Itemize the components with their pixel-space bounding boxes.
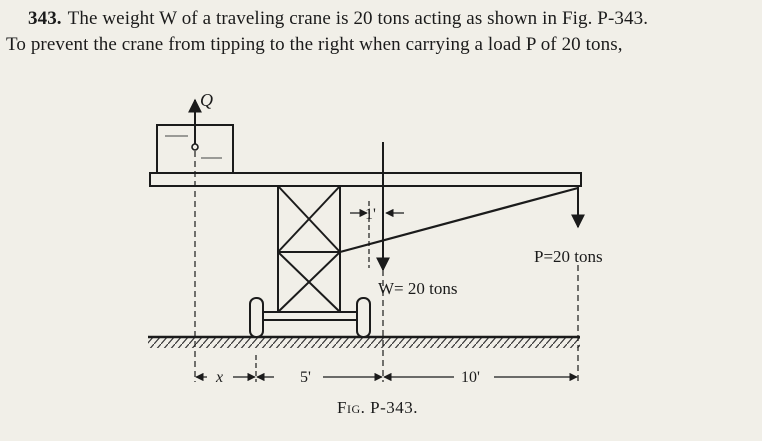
ground — [148, 337, 580, 348]
problem-number: 343. — [28, 8, 62, 29]
force-p — [534, 186, 603, 382]
figure-caption — [337, 398, 418, 418]
label-q: Q — [200, 90, 213, 110]
crane-tower — [278, 186, 340, 312]
caption-prefix: Fig. — [337, 398, 366, 417]
caption-number: P-343. — [370, 398, 418, 417]
crane-boom — [150, 173, 581, 186]
label-w: W= 20 tons — [378, 279, 458, 298]
label-p: P=20 tons — [534, 247, 603, 266]
label-one-foot: 1' — [365, 206, 376, 223]
dimension-bottom — [196, 355, 577, 382]
label-x: x — [216, 369, 224, 386]
problem-text-1: The weight W of a traveling crane is 20 tons acting as shown in Fig. P-343. — [67, 8, 649, 29]
dimension-one-foot — [350, 201, 404, 268]
problem-text-2: To prevent the crane from tipping to the right when carrying a load P of 20 tons, — [6, 34, 623, 55]
label-ten-feet: 10' — [461, 369, 480, 386]
carriage — [250, 298, 370, 337]
label-five-feet: 5' — [300, 369, 311, 386]
